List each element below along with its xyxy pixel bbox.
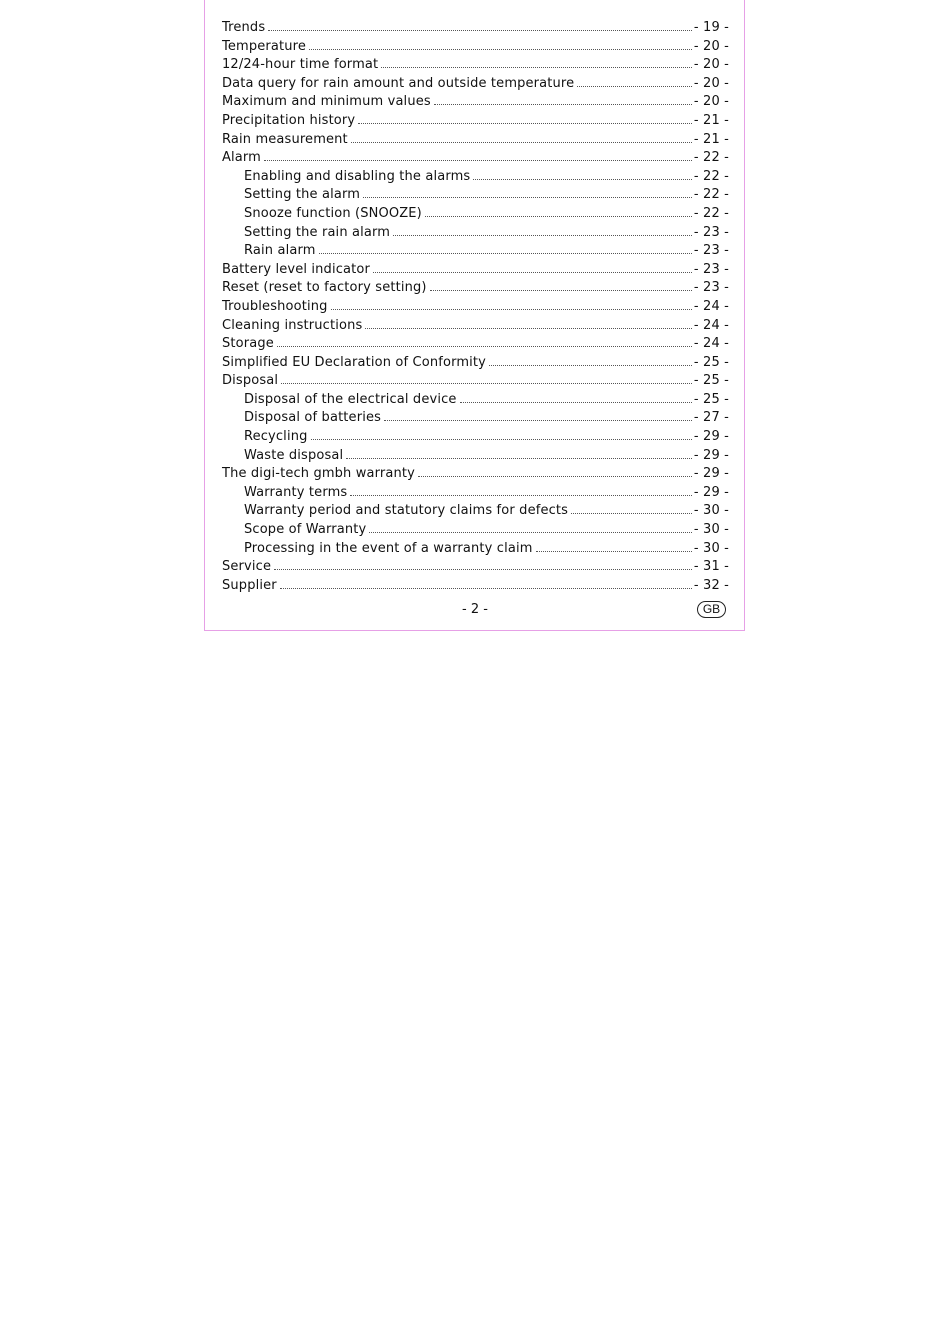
toc-entry-title: Battery level indicator xyxy=(222,261,370,277)
toc-entry-page: - 19 - xyxy=(693,20,729,35)
toc-dot-leader xyxy=(363,197,692,198)
toc-dot-leader xyxy=(365,328,692,329)
toc-entry-title: Troubleshooting xyxy=(222,298,328,314)
toc-entry[interactable] xyxy=(222,19,729,38)
toc-entry-title: 12/24-hour time format xyxy=(222,57,379,73)
toc-entry[interactable] xyxy=(222,56,729,75)
toc-entry-page: - 29 - xyxy=(693,447,729,463)
toc-entry[interactable] xyxy=(222,298,729,317)
toc-dot-leader xyxy=(489,365,692,366)
toc-dot-leader xyxy=(331,309,692,310)
toc-entry-page: - 24 - xyxy=(693,336,729,352)
toc-entry-title: Simplified EU Declaration of Conformity xyxy=(222,354,487,370)
toc-entry[interactable] xyxy=(222,447,729,466)
toc-entry[interactable] xyxy=(222,224,729,243)
toc-entry[interactable] xyxy=(222,502,729,521)
toc-entry[interactable] xyxy=(222,335,729,354)
toc-entry[interactable] xyxy=(222,558,729,577)
toc-entry[interactable] xyxy=(222,242,729,261)
toc-entry-page: - 29 - xyxy=(693,484,729,500)
toc-entry-title: Setting the rain alarm xyxy=(244,224,391,240)
toc-dot-leader xyxy=(309,49,692,50)
toc-entry-page: - 29 - xyxy=(693,429,729,445)
toc-entry-title: Temperature xyxy=(222,38,306,54)
toc-entry-title: Scope of Warranty xyxy=(244,522,367,538)
toc-entry[interactable] xyxy=(222,577,729,596)
toc-dot-leader xyxy=(351,142,692,143)
toc-entry-title: Setting the alarm xyxy=(244,187,361,203)
toc-dot-leader xyxy=(536,551,692,552)
toc-entry-page: - 32 - xyxy=(693,577,729,593)
toc-entry[interactable] xyxy=(222,112,729,131)
toc-dot-leader xyxy=(571,513,692,514)
toc-entry-title: Disposal xyxy=(222,373,279,389)
toc-entry[interactable] xyxy=(222,465,729,484)
toc-entry-page: - 20 - xyxy=(693,57,729,73)
toc-entry-page: - 24 - xyxy=(693,298,729,314)
toc-entry-page: - 22 - xyxy=(693,168,729,184)
toc-entry-title: Disposal of batteries xyxy=(244,410,382,426)
toc-entry-page: - 22 - xyxy=(693,187,729,203)
toc-entry-page: - 23 - xyxy=(693,280,729,296)
toc-dot-leader xyxy=(425,216,692,217)
toc-entry[interactable] xyxy=(222,484,729,503)
toc-entry-title: Precipitation history xyxy=(222,112,356,128)
toc-entry[interactable] xyxy=(222,317,729,336)
toc-dot-leader xyxy=(274,569,692,570)
toc-entry-page: - 29 - xyxy=(693,466,729,482)
toc-entry-title: Maximum and minimum values xyxy=(222,94,431,110)
toc-entry-title: Warranty period and statutory claims for defects xyxy=(244,503,569,519)
toc-entry-title: Recycling xyxy=(244,429,308,445)
toc-entry-page: - 25 - xyxy=(693,373,729,389)
toc-entry[interactable] xyxy=(222,261,729,280)
toc-entry[interactable] xyxy=(222,149,729,168)
toc-entry-page: - 25 - xyxy=(693,354,729,370)
toc-entry-page: - 21 - xyxy=(693,112,729,128)
toc-dot-leader xyxy=(264,160,692,161)
toc-entry-title: Processing in the event of a warranty claim xyxy=(244,540,533,556)
toc-entry[interactable] xyxy=(222,168,729,187)
toc-entry[interactable] xyxy=(222,372,729,391)
toc-entry[interactable] xyxy=(222,131,729,150)
toc-entry[interactable] xyxy=(222,354,729,373)
page-number: - 2 - xyxy=(462,602,488,617)
toc-entry-page: - 30 - xyxy=(693,540,729,556)
toc-dot-leader xyxy=(430,290,692,291)
toc-entry-title: Trends xyxy=(222,20,266,35)
toc-dot-leader xyxy=(393,235,692,236)
toc-dot-leader xyxy=(434,104,692,105)
toc-entry-title: Enabling and disabling the alarms xyxy=(244,168,471,184)
toc-entry[interactable] xyxy=(222,540,729,559)
toc-entry-title: Rain measurement xyxy=(222,131,348,147)
toc-dot-leader xyxy=(460,402,692,403)
toc-entry-title: The digi-tech gmbh warranty xyxy=(222,466,415,482)
toc-entry-title: Waste disposal xyxy=(244,447,344,463)
toc-entry-page: - 27 - xyxy=(693,410,729,426)
toc-dot-leader xyxy=(280,588,692,589)
toc-entry-title: Reset (reset to factory setting) xyxy=(222,280,427,296)
language-badge: GB xyxy=(697,601,726,618)
toc-entry-page: - 22 - xyxy=(693,205,729,221)
toc-entry-title: Storage xyxy=(222,336,274,352)
toc-dot-leader xyxy=(418,476,692,477)
toc-dot-leader xyxy=(473,179,692,180)
toc-entry-page: - 31 - xyxy=(693,559,729,575)
toc-entry-page: - 20 - xyxy=(693,94,729,110)
toc-entry[interactable] xyxy=(222,93,729,112)
toc-dot-leader xyxy=(311,439,692,440)
table-of-contents xyxy=(222,19,729,595)
toc-dot-leader xyxy=(346,458,692,459)
toc-entry-page: - 30 - xyxy=(693,503,729,519)
toc-entry-title: Rain alarm xyxy=(244,243,316,259)
toc-entry-title: Warranty terms xyxy=(244,484,348,500)
toc-dot-leader xyxy=(358,123,692,124)
toc-dot-leader xyxy=(277,346,692,347)
toc-entry-page: - 30 - xyxy=(693,522,729,538)
toc-dot-leader xyxy=(384,420,692,421)
toc-entry[interactable] xyxy=(222,186,729,205)
toc-entry-page: - 20 - xyxy=(693,38,729,54)
toc-dot-leader xyxy=(319,253,692,254)
toc-entry[interactable] xyxy=(222,521,729,540)
toc-dot-leader xyxy=(281,383,692,384)
toc-entry[interactable] xyxy=(222,409,729,428)
toc-entry-title: Supplier xyxy=(222,577,277,593)
toc-entry-page: - 23 - xyxy=(693,261,729,277)
toc-entry-title: Alarm xyxy=(222,150,262,166)
toc-dot-leader xyxy=(577,86,692,87)
toc-dot-leader xyxy=(373,272,692,273)
toc-dot-leader xyxy=(369,532,692,533)
toc-entry-title: Disposal of the electrical device xyxy=(244,391,457,407)
toc-entry-page: - 22 - xyxy=(693,150,729,166)
toc-entry-title: Snooze function (SNOOZE) xyxy=(244,205,422,221)
toc-entry-title: Service xyxy=(222,559,272,575)
toc-entry-page: - 20 - xyxy=(693,75,729,91)
toc-dot-leader xyxy=(268,30,692,31)
toc-entry-page: - 21 - xyxy=(693,131,729,147)
toc-entry-page: - 23 - xyxy=(693,224,729,240)
toc-entry-page: - 25 - xyxy=(693,391,729,407)
toc-entry[interactable] xyxy=(222,391,729,410)
toc-entry[interactable] xyxy=(222,38,729,57)
toc-dot-leader xyxy=(381,67,692,68)
toc-entry-page: - 24 - xyxy=(693,317,729,333)
toc-entry-page: - 23 - xyxy=(693,243,729,259)
toc-entry-title: Cleaning instructions xyxy=(222,317,363,333)
toc-entry[interactable] xyxy=(222,205,729,224)
toc-entry[interactable] xyxy=(222,279,729,298)
toc-entry[interactable] xyxy=(222,75,729,94)
toc-dot-leader xyxy=(350,495,692,496)
toc-entry[interactable] xyxy=(222,428,729,447)
toc-entry-title: Data query for rain amount and outside temperature xyxy=(222,75,575,91)
